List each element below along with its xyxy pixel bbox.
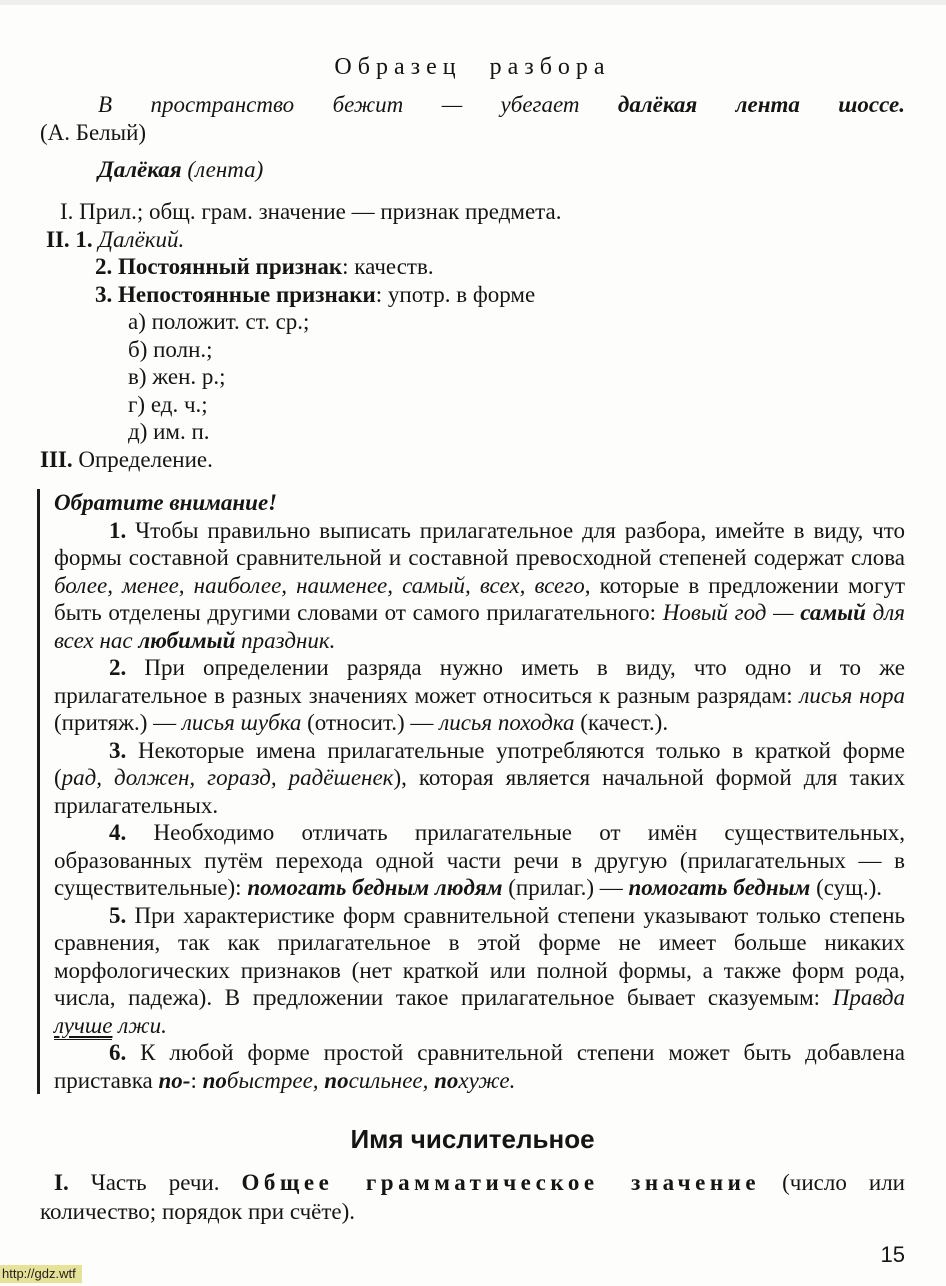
numeral-num: I. [54, 1170, 69, 1195]
outline-line-iii [40, 446, 905, 474]
note-p6-ex1-prefix: по [202, 1067, 227, 1093]
note-p1-italic-words: более, менее, наиболее, наименее, самый, всех, всего [54, 572, 585, 598]
note-p6-num: 6. [109, 1040, 127, 1065]
note-p5-num: 5. [109, 902, 127, 928]
note-p5-text: При характеристике форм сравнительной степени указывают только степень сравнения, так как прилагательное в этой форме не имеет больше никаких морфологических признаков (нет краткой или полной формы, а также форм рода, числа, падежа). В предложении такое прилагательное бывает сказуемым: [54, 902, 905, 1010]
outline-num-3: 3. [95, 281, 118, 307]
note-p3-num: 3. [109, 737, 127, 763]
example-regular-part: В пространство бежит — убегает [98, 92, 618, 117]
note-paragraph-4 [54, 819, 905, 902]
headword-rest: (лента) [181, 157, 264, 182]
note-paragraph-3 [54, 737, 905, 820]
note-p2-label1: (притяж.) — [54, 710, 182, 735]
outline-line-2 [40, 253, 905, 281]
note-p6-ex2-prefix: по [324, 1067, 349, 1093]
numeral-part-of-speech: Часть речи. [68, 1170, 242, 1195]
note-p2-label2: (относит.) — [301, 710, 440, 735]
note-p5-example-start: Правда [832, 985, 905, 1010]
outline-line-i [40, 198, 905, 226]
note-p2-text: При определении разряда нужно иметь в виду, что одно и то же прилагательное в разных значениях может относиться к разным разрядам: [54, 655, 905, 708]
note-p5-example-end: лжи. [112, 1012, 167, 1038]
note-p2-example2: лисья шубка [181, 710, 302, 735]
outline-num-i: I. [60, 199, 74, 224]
note-paragraph-2 [54, 654, 905, 737]
outline-line-3 [40, 281, 905, 309]
note-p3-italic-words: рад, должен, горазд, радёшенек [61, 765, 394, 790]
note-p6-colon: : [190, 1067, 203, 1093]
watermark-url: http://gdz.wtf [0, 1265, 82, 1283]
outline-letter-v: в) жен. р.; [128, 364, 226, 389]
note-p6-text: К любой форме простой сравнительной степени может быть добавлена приставка [54, 1040, 905, 1093]
outline-num-iii: III. [40, 446, 73, 472]
note-paragraph-1 [54, 517, 905, 655]
note-p4-text: Необходимо отличать прилагательные от имён существительных, образованных путём перехода одной части речи в другую (прилагательных — в существительные): [54, 820, 905, 900]
note-p6-ex2-rest: сильнее [348, 1067, 423, 1093]
note-p4-example1: помогать бедным людям [247, 875, 503, 900]
outline-letter-g: г) ед. ч.; [128, 391, 208, 417]
note-p1-num: 1. [109, 517, 127, 543]
note-p5-underlined-word: лучше [54, 1012, 113, 1038]
example-sentence [40, 91, 905, 119]
note-p3-text2: ), которая является начальной формой для таких прилагательных. [54, 765, 905, 818]
outline-rest-2: : качеств. [342, 254, 434, 279]
attention-note-block [37, 489, 905, 1094]
note-p1-text: Чтобы правильно выписать прилагательное для разбора, имейте в виду, что формы составной сравнительной и составной превосходной степеней содержат слова [54, 517, 905, 570]
note-p1-example-start: Новый год — [662, 600, 801, 625]
note-p4-label1: (прилаг.) — [502, 875, 629, 900]
note-p1-bold-word1: самый [800, 600, 866, 625]
numeral-bold-spaced: Общее грамматическое значение [241, 1170, 761, 1195]
note-p2-example3: лисья походка [439, 710, 575, 735]
outline-rest-3: : употр. в форме [375, 281, 536, 307]
example-author: (А. Белый) [40, 120, 147, 145]
note-p4-example2: помогать бедным [628, 875, 811, 900]
morphological-analysis-outline [40, 198, 905, 473]
note-p1-example-mid: для всех нас [54, 600, 905, 653]
note-p1-bold-word2: любимый [138, 627, 236, 653]
outline-word-ii-1: Далёкий. [98, 226, 185, 252]
outline-line-ii-1 [40, 226, 905, 254]
outline-letter-a: а) положит. ст. ср.; [128, 309, 310, 334]
headword-bold: Далёкая [98, 157, 182, 182]
note-p6-ex3-prefix: по [434, 1067, 459, 1093]
outline-num-2: 2. [95, 254, 118, 279]
outline-num-ii: II. [46, 226, 70, 252]
outline-letter-b: б) полн.; [128, 336, 213, 362]
note-p3-text: Некоторые имена прилагательные употребляются только в краткой форме ( [54, 737, 905, 790]
note-p2-example1: лисья нора [799, 682, 906, 708]
numeral-section-text [40, 1168, 905, 1226]
section-title: Образец разбора [334, 54, 611, 80]
parsed-headword [40, 155, 905, 185]
note-p4-num: 4. [109, 820, 127, 845]
note-p6-ex3-rest: хуже [458, 1067, 510, 1093]
numeral-section-heading: Имя числительное [350, 1124, 595, 1154]
note-p6-comma1: , [312, 1067, 325, 1093]
note-heading: Обратите внимание! [54, 490, 278, 515]
page-number: 15 [880, 1242, 905, 1267]
note-p4-label2: (сущ.). [810, 875, 882, 900]
note-p6-ex1-rest: быстрее [226, 1067, 313, 1093]
note-paragraph-6 [54, 1039, 905, 1094]
note-paragraph-5 [54, 902, 905, 1040]
outline-label-2: Постоянный признак [118, 254, 343, 279]
numeral-rest: (число или количество; порядок при счёте). [40, 1170, 905, 1224]
outline-num-ii-1: 1. [69, 226, 99, 252]
note-p6-comma2: , [422, 1067, 435, 1093]
note-p2-label3: (качест.). [574, 710, 669, 735]
scan-edge-shadow [0, 0, 946, 5]
note-p2-num: 2. [109, 655, 127, 680]
outline-text-i: Прил.; общ. грам. значение — признак предмета. [73, 199, 562, 224]
note-p6-prefix: по- [158, 1067, 191, 1093]
outline-label-3: Непостоянные признаки [118, 281, 376, 307]
outline-letter-d: д) им. п. [128, 419, 210, 444]
note-p1-example-end: праздник. [235, 627, 336, 653]
outline-text-iii: Определение. [72, 446, 213, 472]
note-p1-text2: , которые в предложении могут быть отделены другими словами от самого прилагательного: [54, 572, 905, 625]
page-content [0, 52, 946, 1268]
example-bold-part: далёкая лента шоссе. [617, 92, 905, 117]
note-p6-period: . [509, 1067, 516, 1093]
